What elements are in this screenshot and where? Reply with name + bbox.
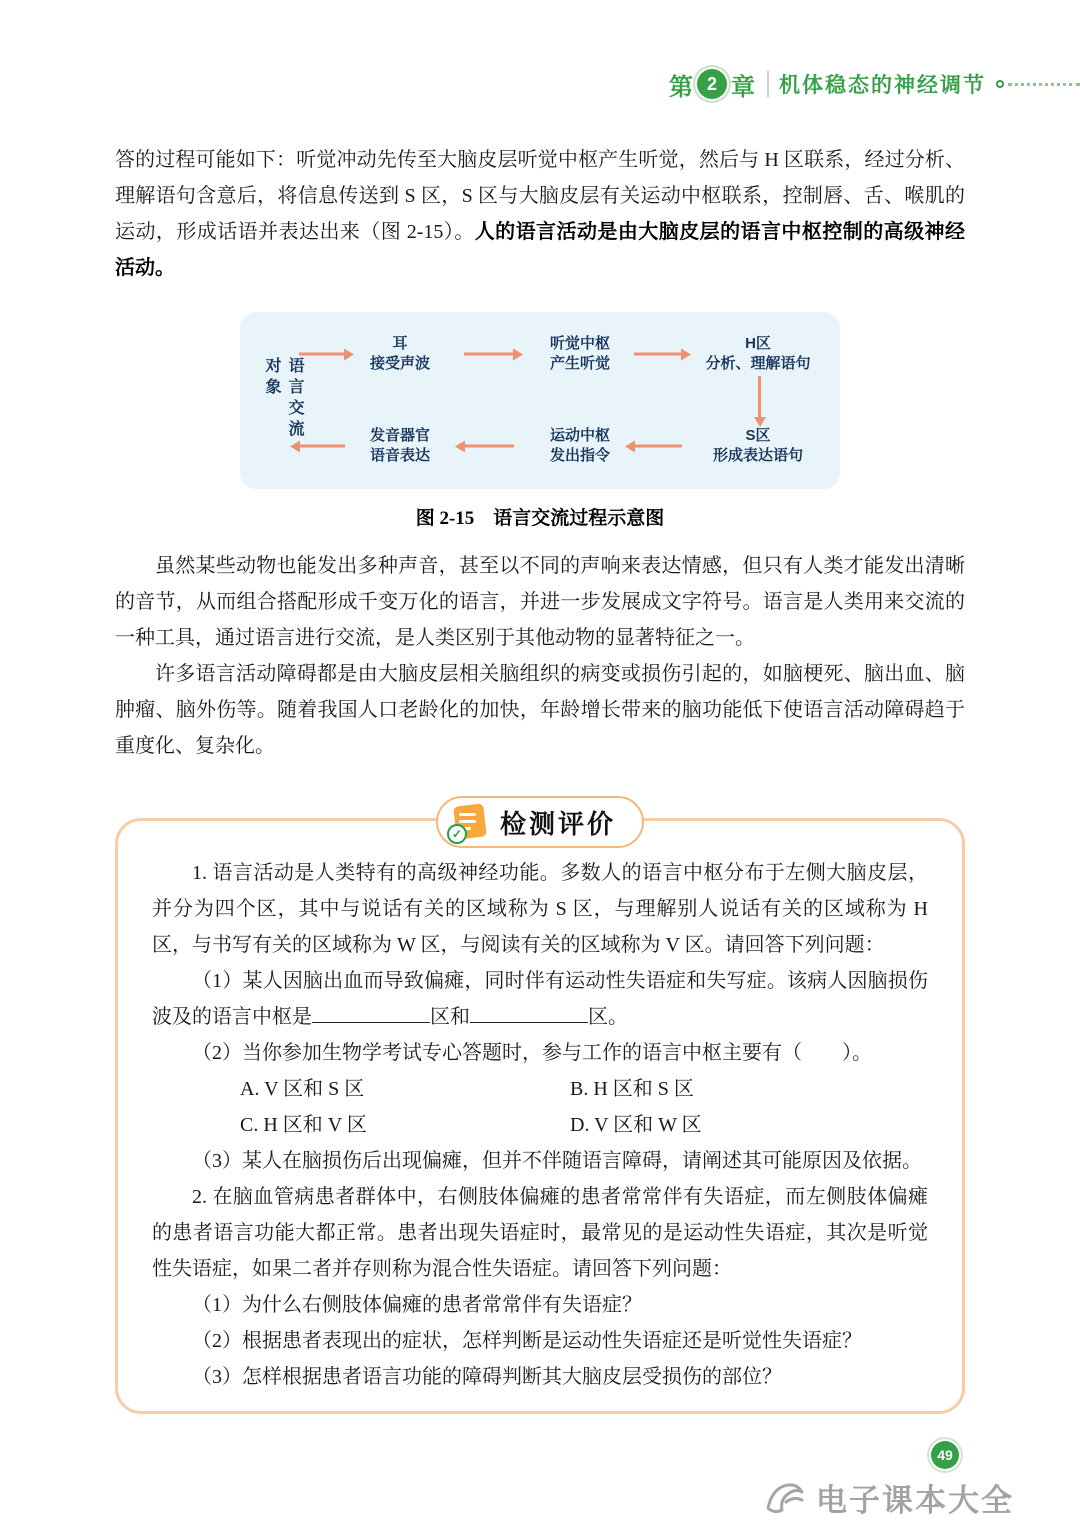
arrow-left-icon — [299, 445, 345, 448]
option-a: A. V 区和 S 区 — [240, 1078, 365, 1100]
q1-sub1-mid: 区和 — [430, 1006, 470, 1028]
flow-node-vocal-line1: 发音器官 — [369, 427, 431, 444]
assessment-title: 检测评价 — [499, 808, 617, 839]
q1-sub1 — [152, 963, 928, 1035]
clipboard-line-icon — [459, 820, 476, 823]
figure-caption: 图 2-15 语言交流过程示意图 — [415, 508, 665, 529]
flow-node-auditory-line2: 产生听觉 — [549, 355, 611, 372]
arrow-down-icon — [758, 376, 761, 418]
q1-sub3: （3）某人在脑损伤后出现偏瘫，但并不伴随语言障碍，请阐述其可能原因及依据。 — [192, 1150, 922, 1172]
arrow-right-icon — [299, 353, 345, 356]
chapter-number-badge: 2 — [697, 69, 727, 99]
flow-node-ear-line1: 耳 — [392, 335, 408, 352]
page-content — [115, 142, 965, 1414]
paragraph-intro-bold: 人的语言活动是由大脑皮层的语言中枢控制的高级神经活动。 — [115, 221, 966, 279]
q1-sub2: （2）当你参加生物学考试专心答题时，参与工作的语言中枢主要有（ ）。 — [192, 1042, 872, 1064]
q1-sub1-end: 区。 — [588, 1006, 628, 1028]
clipboard-icon — [452, 803, 488, 841]
paragraph-animals: 虽然某些动物也能发出多种声音，甚至以不同的声响来表达情感，但只有人类才能发出清晰的音节，从而组合搭配形成千变万化的语言，并进一步发展成文字符号。语言是人类用来交流的一种工具，通过语言进行交流，是人类区别于其他动物的显著特征之一。 — [115, 555, 965, 649]
q1-sub1-pre: （1）某人因脑出血而导致偏瘫，同时伴有运动性失语症和失写症。该病人因脑损伤波及的语言中枢是 — [152, 970, 928, 1028]
flow-node-communication-target: 语言交流对象 — [263, 356, 303, 441]
clipboard-line-icon — [459, 813, 476, 816]
answer-blank-2 — [470, 1003, 588, 1023]
arrow-right-icon — [634, 353, 682, 356]
watermark-text: 电子课本大全 — [816, 1483, 1014, 1518]
q2-intro: 2. 在脑血管病患者群体中，右侧肢体偏瘫的患者常常伴有失语症，而左侧肢体偏瘫的患者语言功能大都正常。患者出现失语症时，最常见的是运动性失语症，其次是听觉性失语症，如果二者并存则称为混合性失语症。请回答下列问题： — [152, 1186, 928, 1280]
figure-flowchart — [240, 312, 840, 489]
watermark-logo-icon — [762, 1478, 808, 1518]
chapter-suffix: 章 — [731, 73, 755, 101]
q2-sub2: （2）根据患者表现出的症状，怎样判断是运动性失语症还是听觉性失语症？ — [192, 1330, 862, 1352]
chapter-title: 机体稳态的神经调节 — [779, 74, 986, 97]
q2-sub3: （3）怎样根据患者语言功能的障碍判断其大脑皮层受损伤的部位？ — [192, 1366, 782, 1388]
watermark — [762, 1475, 1014, 1520]
flow-node-s-area — [713, 426, 803, 466]
page-number-badge: 49 — [931, 1441, 959, 1469]
flow-node-motor-line1: 运动中枢 — [549, 427, 611, 444]
chapter-prefix: 第 — [669, 73, 693, 101]
arrow-left-icon — [634, 445, 682, 448]
assessment-box — [115, 808, 965, 1414]
flow-node-ear — [370, 334, 430, 374]
q2-sub1: （1）为什么右侧肢体偏瘫的患者常常伴有失语症？ — [192, 1294, 642, 1316]
option-c: C. H 区和 V 区 — [240, 1114, 367, 1136]
flow-node-h-area — [705, 334, 810, 374]
option-b: B. H 区和 S 区 — [570, 1078, 694, 1100]
flow-node-h-area-line2: 分析、理解语句 — [705, 355, 811, 372]
flow-node-motor-center — [550, 426, 610, 466]
paragraph-intro — [115, 142, 965, 286]
flow-node-s-area-line2: 形成表达语句 — [712, 447, 804, 464]
q1-options — [152, 1071, 928, 1143]
option-d: D. V 区和 W 区 — [570, 1114, 702, 1136]
arrow-right-icon — [464, 353, 514, 356]
flow-node-vocal-line2: 语音表达 — [369, 447, 431, 464]
flow-node-vocal-organ — [370, 426, 430, 466]
flow-node-motor-line2: 发出指令 — [549, 447, 611, 464]
q1-intro: 1. 语言活动是人类特有的高级神经功能。多数人的语言中枢分布于左侧大脑皮层，并分为四个区，其中与说话有关的区域称为 S 区，与理解别人说话有关的区域称为 H 区，与书写有关的区域称为 W 区，与阅读有关的区域称为 V 区。请回答下列问题： — [152, 862, 928, 956]
flow-node-s-area-line1: S区 — [745, 427, 771, 444]
flow-node-auditory-center — [550, 334, 610, 374]
check-circle-icon: ✓ — [447, 824, 467, 844]
paragraph-disorders: 许多语言活动障碍都是由大脑皮层相关脑组织的病变或损伤引起的，如脑梗死、脑出血、脑肿瘤、脑外伤等。随着我国人口老龄化的加快，年龄增长带来的脑功能低下使语言活动障碍趋于重度化、复杂化。 — [115, 663, 965, 757]
answer-blank-1 — [312, 1003, 430, 1023]
assessment-badge — [436, 796, 644, 848]
page-header — [0, 66, 1080, 102]
header-dot-ring-icon — [996, 80, 1004, 88]
header-divider — [767, 71, 769, 97]
paragraph-intro-normal: 答的过程可能如下：听觉冲动先传至大脑皮层听觉中枢产生听觉，然后与 H 区联系，经过分析、理解语句含意后，将信息传送到 S 区，S 区与大脑皮层有关运动中枢联系，控制唇、舌、喉肌的运动，形成话语并表达出来（图 2-15）。 — [115, 149, 965, 243]
flow-node-h-area-line1: H区 — [745, 335, 771, 352]
flow-node-auditory-line1: 听觉中枢 — [549, 335, 611, 352]
flow-node-ear-line2: 接受声波 — [369, 355, 431, 372]
header-dotted-line — [1008, 83, 1080, 86]
arrow-left-icon — [464, 445, 514, 448]
